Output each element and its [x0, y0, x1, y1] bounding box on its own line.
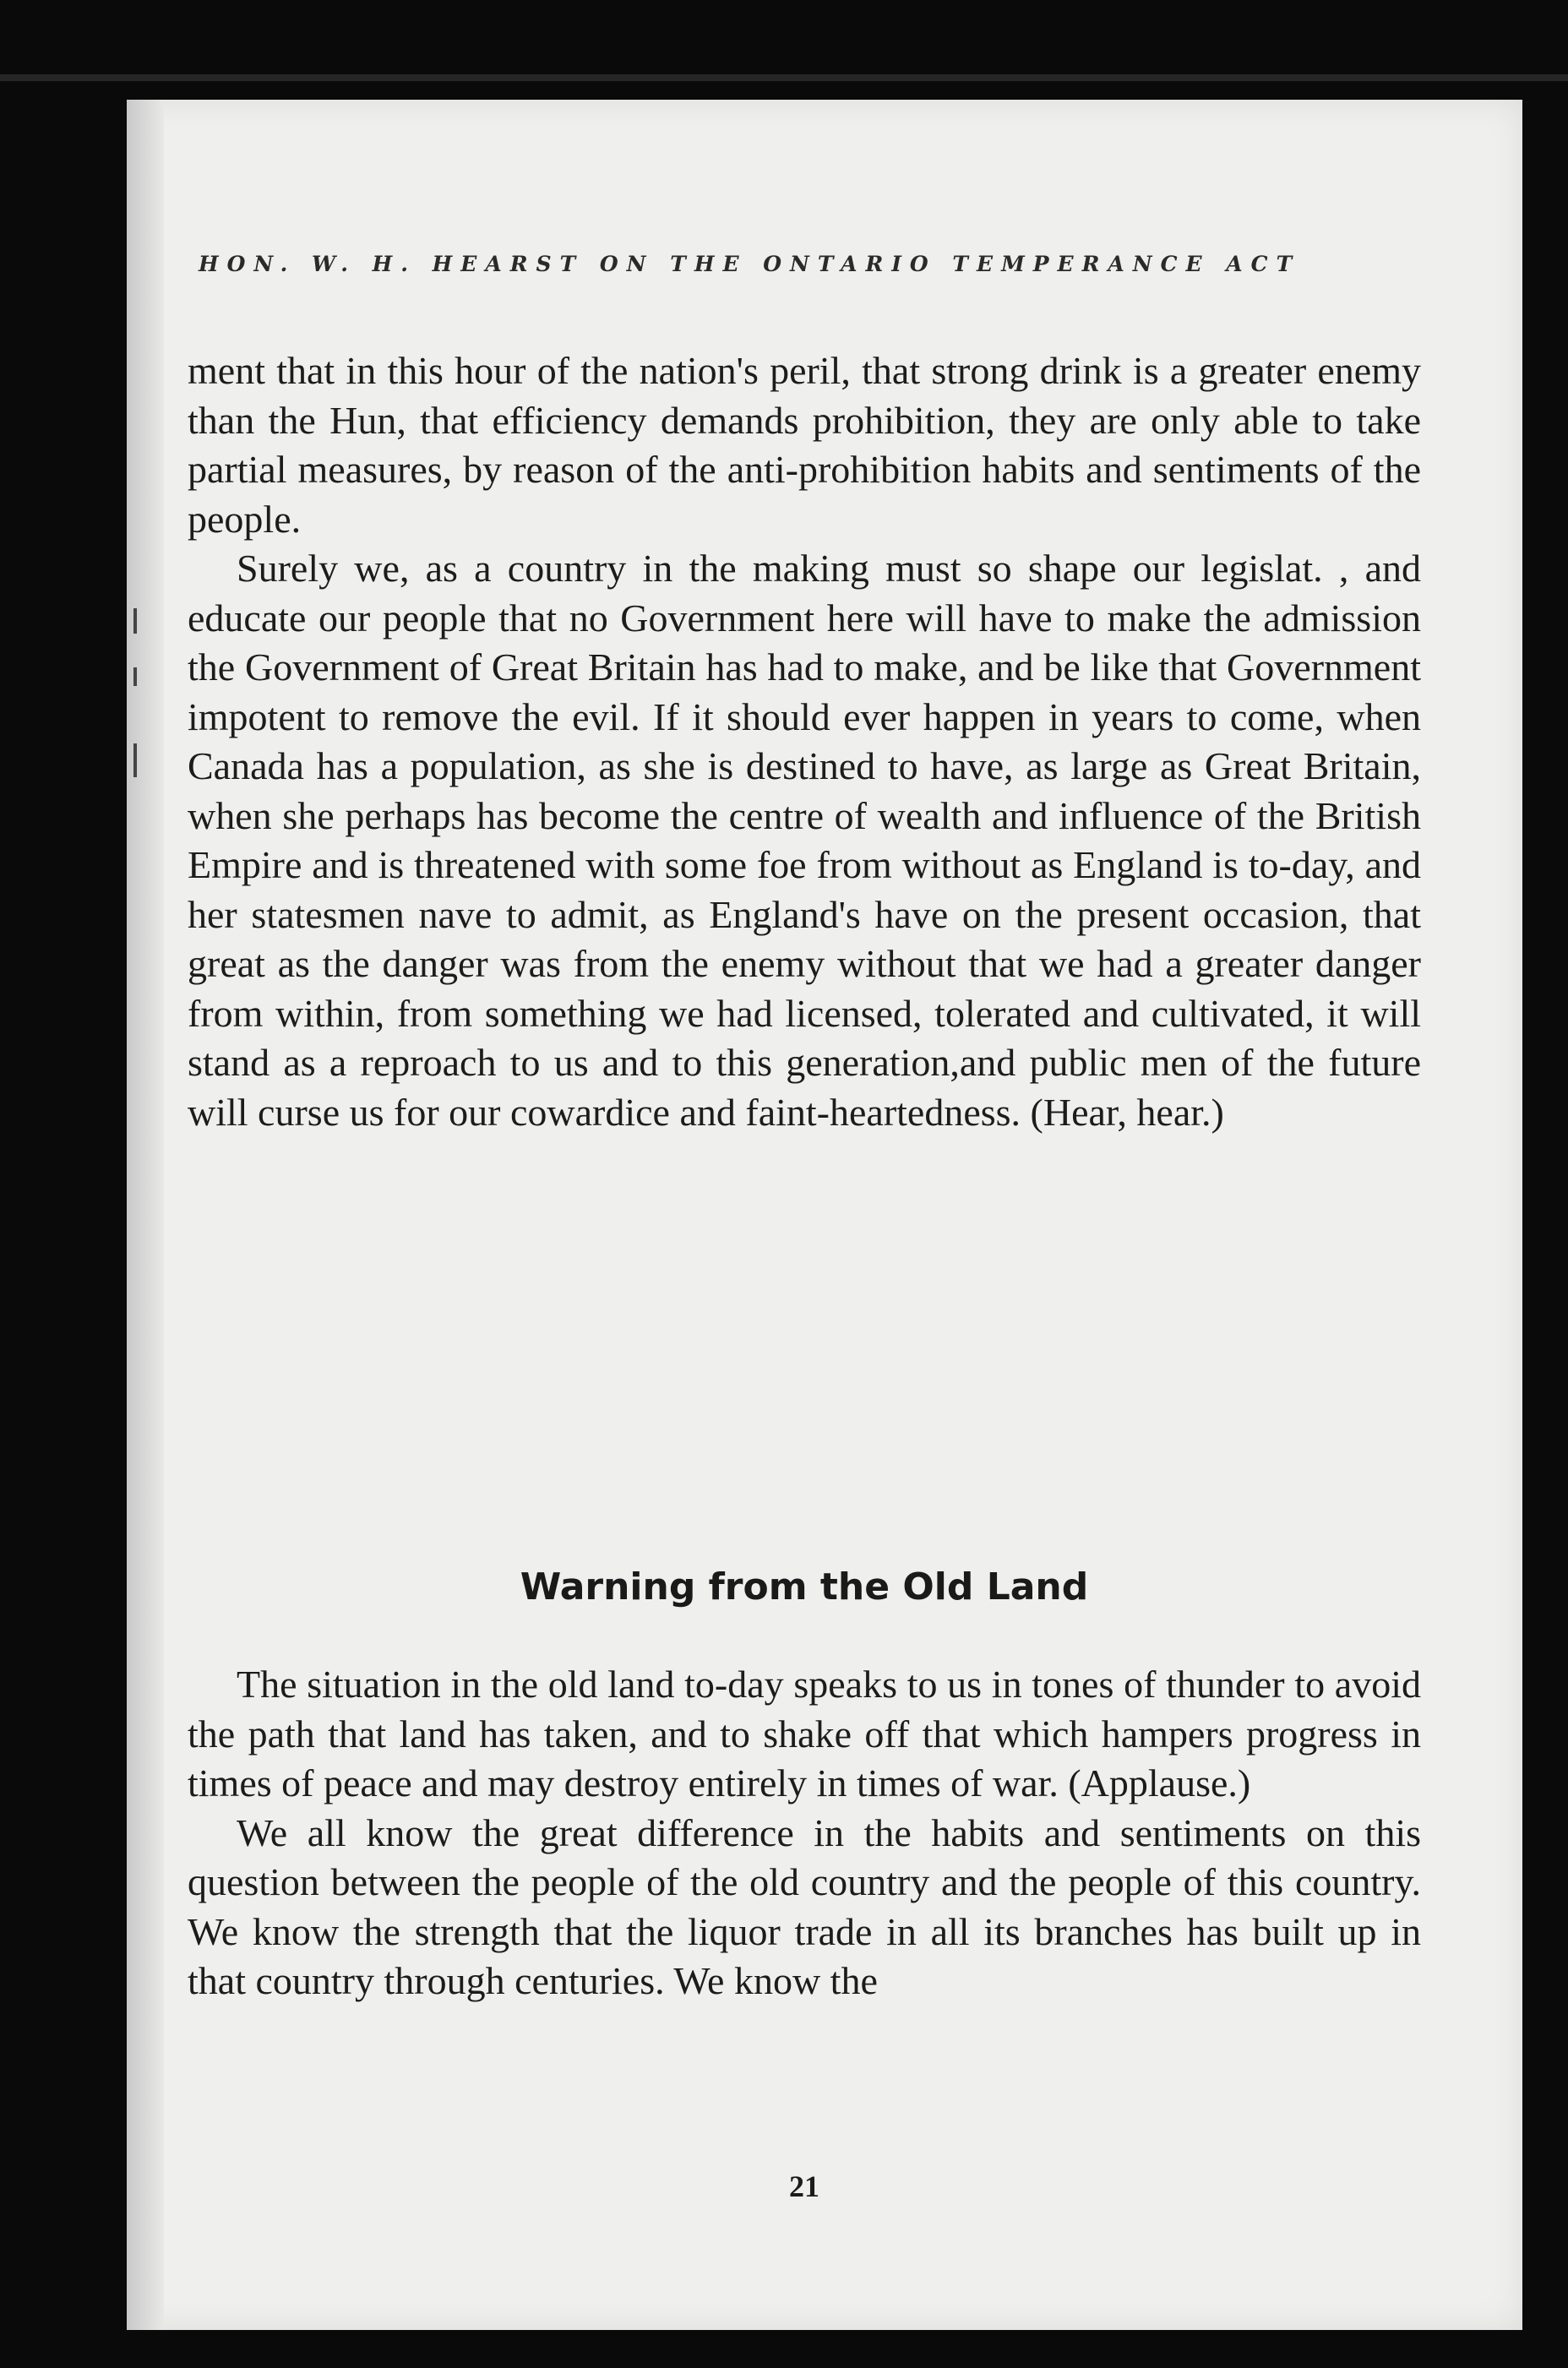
page-gutter	[127, 100, 164, 2330]
paragraph: ment that in this hour of the nation's peril, that strong drink is a greater enemy than the Hun, that efficiency demands prohibition, they are only able to take partial measures, by reason of the anti-prohibition habits and sentiments of the people.	[188, 349, 1421, 541]
body-text-bottom	[188, 1660, 1421, 2006]
scan-edge	[0, 74, 1568, 81]
paragraph: Surely we, as a country in the making must so shape our legislat. , and educate our people that no Government here will have to make the admission the Government of Great Britain has had to make, and be like that Government impotent to remove the evil. If it should ever happen in years to come, when Canada has a population, as she is destined to have, as large as Great Britain, when she perhaps has become the centre of wealth and influence of the British Empire and is threatened with some foe from without as England is to-day, and her statesmen nave to admit, as England's have on the present occasion, that great as the danger was from the enemy without that we had a greater danger from within, from something we had licensed, tolerated and cultivated, it will stand as a reproach to us and to this generation,and public men of the future will curse us for our cowardice and faint-heartedness. (Hear, hear.)	[188, 547, 1421, 1134]
section-heading: Warning from the Old Land	[520, 1565, 1089, 1609]
paragraph: The situation in the old land to-day speaks to us in tones of thunder to avoid the path that land has taken, and to shake off that which hampers progress in times of peace and may destroy entirely in times of war. (Applause.)	[188, 1663, 1421, 1805]
margin-mark	[133, 743, 137, 777]
margin-mark	[133, 608, 137, 634]
body-text-top	[188, 346, 1421, 1137]
page-number: 21	[789, 2169, 819, 2203]
margin-mark	[133, 667, 137, 686]
running-head: HON. W. H. HEARST ON THE ONTARIO TEMPERANCE ACT	[199, 252, 1301, 276]
paragraph: We all know the great difference in the habits and sentiments on this question between the people of the old country and the people of this country. We know the strength that the liquor trade in all its branches has built up in that country through centuries. We know the	[188, 1810, 1421, 2002]
